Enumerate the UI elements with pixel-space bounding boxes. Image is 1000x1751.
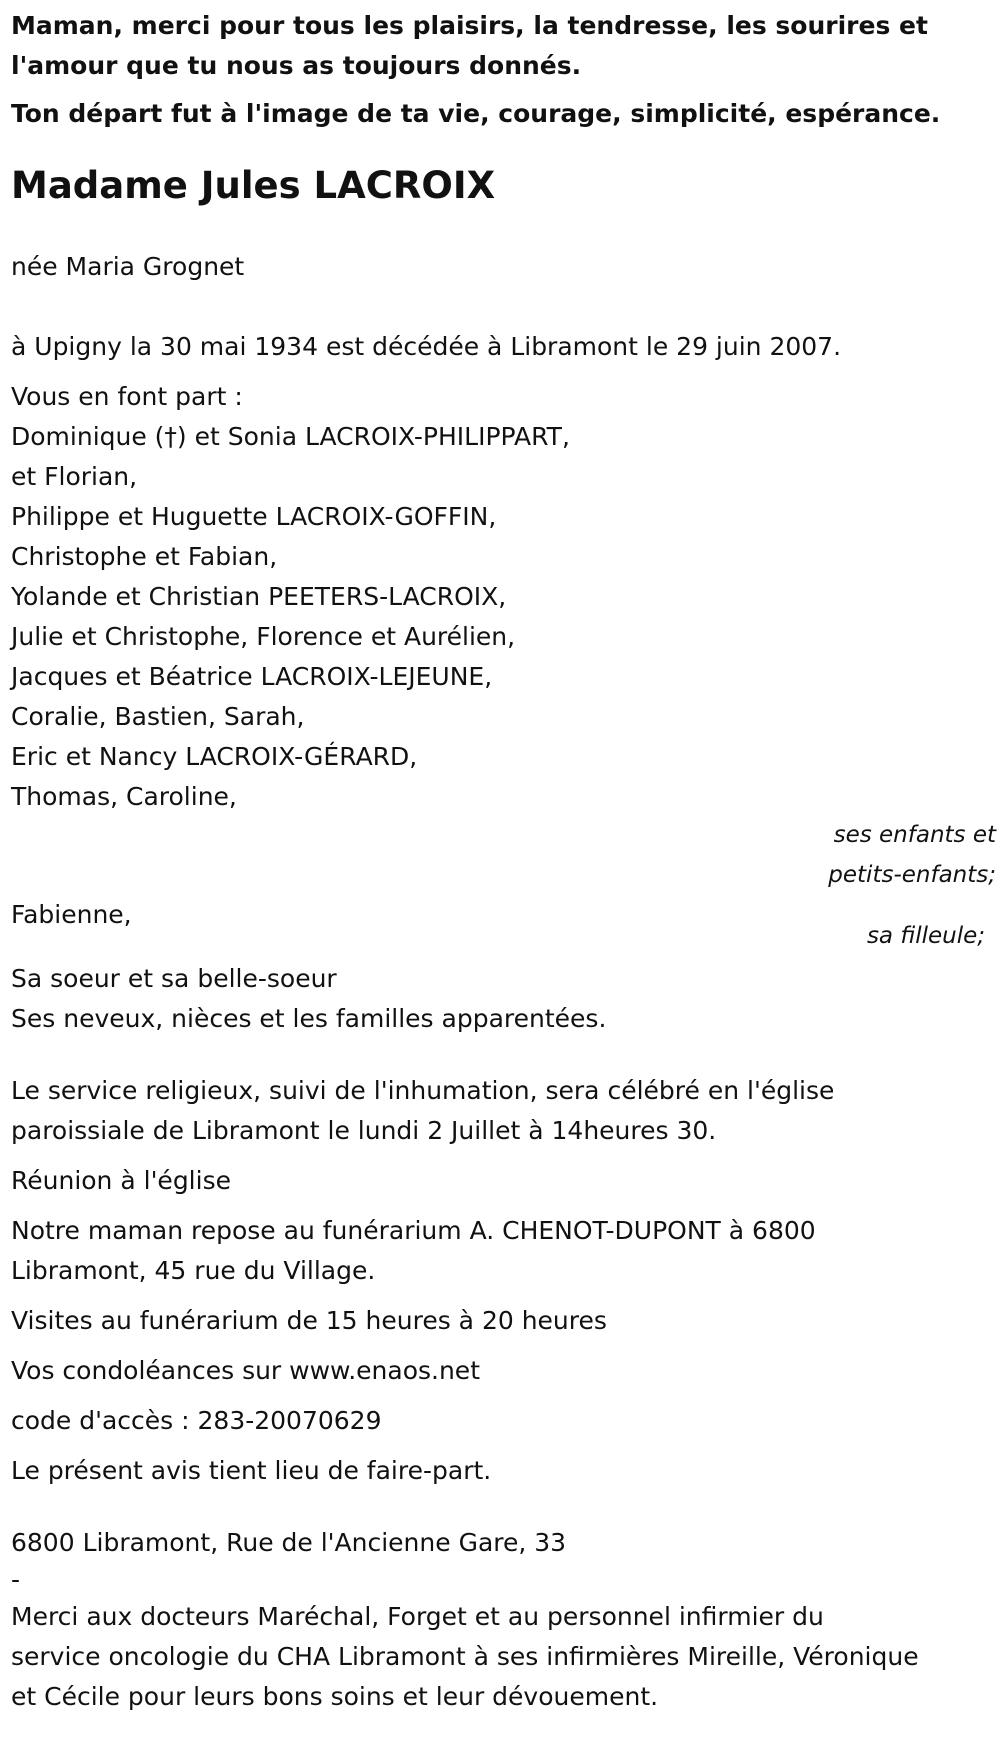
family-item: Thomas, Caroline,: [11, 782, 237, 811]
thanks-line-3: et Cécile pour leurs bons soins et leur dévouement.: [11, 1682, 659, 1711]
family-item: Philippe et Huguette LACROIX-GOFFIN,: [11, 502, 497, 531]
rest-info: [11, 1211, 1000, 1291]
service-line-2: paroissiale de Libramont le lundi 2 Juillet à 14heures 30.: [11, 1116, 717, 1145]
meeting-line: Réunion à l'église: [11, 1166, 231, 1195]
deceased-name: Madame Jules LACROIX: [11, 164, 496, 207]
intro-line-2: l'amour que tu nous as toujours donnés.: [11, 51, 582, 80]
rest-line-1: Notre maman repose au funérarium A. CHENOT-DUPONT à 6800: [11, 1216, 816, 1245]
family-item: Christophe et Fabian,: [11, 542, 278, 571]
condolences-line: Vos condoléances sur www.enaos.net: [11, 1356, 480, 1385]
service-line-1: Le service religieux, suivi de l'inhumation, sera célébré en l'église: [11, 1076, 835, 1105]
intro-message: [11, 0, 1000, 134]
rest-line-2: Libramont, 45 rue du Village.: [11, 1256, 376, 1285]
family-list: [11, 417, 1000, 817]
family-item: et Florian,: [11, 462, 138, 491]
goddaughter-name: Fabienne,: [11, 900, 132, 929]
relation-goddaughter: sa filleule;: [866, 923, 985, 949]
family-item: Dominique (†) et Sonia LACROIX-PHILIPPART,: [11, 422, 570, 451]
intro-line-1: Maman, merci pour tous les plaisirs, la tendresse, les sourires et: [11, 11, 928, 40]
family-item: Eric et Nancy LACROIX-GÉRARD,: [11, 742, 418, 771]
visits-line: Visites au funérarium de 15 heures à 20 heures: [11, 1306, 607, 1335]
service-info: [11, 1071, 1000, 1151]
intro-line-3: Ton départ fut à l'image de ta vie, courage, simplicité, espérance.: [11, 99, 941, 128]
thanks-line-2: service oncologie du CHA Libramont à ses infirmières Mireille, Véronique: [11, 1642, 919, 1671]
address-line: 6800 Libramont, Rue de l'Ancienne Gare, 33: [11, 1528, 567, 1557]
separator: -: [11, 1565, 21, 1594]
family-item: Coralie, Bastien, Sarah,: [11, 702, 305, 731]
born-name: née Maria Grognet: [11, 252, 245, 281]
family-item: Yolande et Christian PEETERS-LACROIX,: [11, 582, 507, 611]
relatives-line: Ses neveux, nièces et les familles apparentées.: [11, 1004, 607, 1033]
notice-line: Le présent avis tient lieu de faire-part.: [11, 1456, 492, 1485]
thanks-message: [11, 1597, 1000, 1717]
access-code-line: code d'accès : 283-20070629: [11, 1406, 382, 1435]
death-statement: à Upigny la 30 mai 1934 est décédée à Libramont le 29 juin 2007.: [11, 332, 842, 361]
sisters-line: Sa soeur et sa belle-soeur: [11, 964, 337, 993]
relation-children-line-2: petits-enfants;: [828, 862, 996, 888]
goddaughter-block: [11, 895, 1000, 959]
thanks-line-1: Merci aux docteurs Maréchal, Forget et au personnel infirmier du: [11, 1602, 824, 1631]
relation-children-line-1: ses enfants et: [833, 822, 996, 848]
family-item: Julie et Christophe, Florence et Aurélien,: [11, 622, 516, 651]
family-item: Jacques et Béatrice LACROIX-LEJEUNE,: [11, 662, 493, 691]
announcement-intro: Vous en font part :: [11, 382, 243, 411]
